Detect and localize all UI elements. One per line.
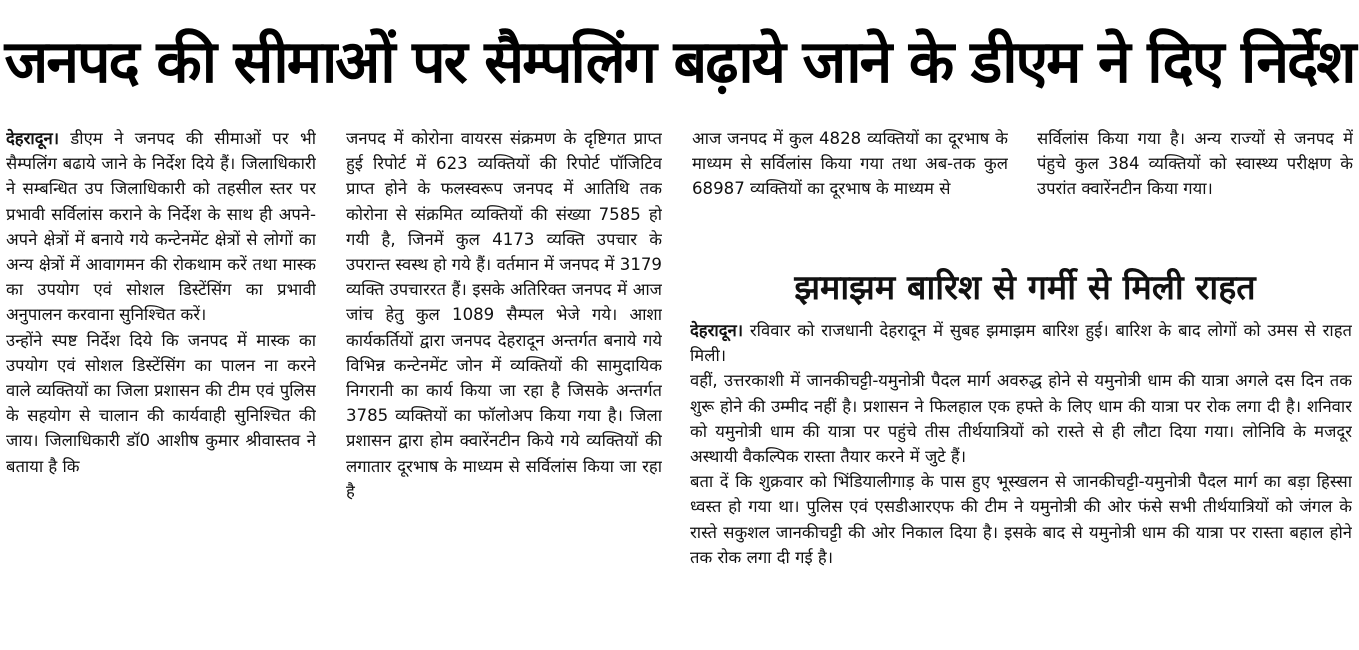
dateline: देहरादून। <box>690 321 744 340</box>
main-headline: जनपद की सीमाओं पर सैम्पलिंग बढ़ाये जाने के डीएम ने दिए निर्देश <box>4 27 1355 96</box>
paragraph: आज जनपद में कुल 4828 व्यक्तियों का दूरभाष के माध्यम से सर्विलांस किया गया तथा अब-तक कुल 68987 व्यक्तियों का दूरभाष के माध्यम से <box>692 129 1008 199</box>
paragraph: बता दें कि शुक्रवार को भिंडियालीगाड़ के पास हुए भूस्खलन से जानकीचट्टी-यमुनोत्री पैदल मार्ग का बड़ा हिस्सा ध्वस्त हो गया था। पुलिस एवं एसडीआरएफ की टीम ने यमुनोत्री की ओर फंसे सभी तीर्थयात्रियों को जंगल के रास्ते सकुशल जानकीचट्टी की ओर निकाल दिया है। इसके बाद से यमुनोत्री धाम की यात्रा पर रास्ता बहाल होने तक रोक लगा दी गई है। <box>690 472 1352 567</box>
paragraph: सर्विलांस किया गया है। अन्य राज्यों से जनपद में पंहुचे कुल 384 व्यक्तियों को स्वास्थ्य परीक्षण के उपरांत क्वारेंनटीन किया गया। <box>1037 129 1353 199</box>
article-column-3 <box>692 126 1008 246</box>
article-2-body <box>690 318 1352 648</box>
paragraph <box>690 318 1352 368</box>
paragraph-text: रविवार को राजधानी देहरादून में सुबह झमाझम बारिश हुई। बारिश के बाद लोगों को उमस से राहत मिली। <box>690 321 1352 366</box>
paragraph: वहीं, उत्तरकाशी में जानकीचट्टी-यमुनोत्री पैदल मार्ग अवरुद्ध होने से यमुनोत्री धाम की यात्रा अगले दस दिन तक शुरू होने की उम्मीद नहीं है। प्रशासन ने फिलहाल एक हफ्ते के लिए धाम की यात्रा पर रोक लगा दी है। शनिवार को यमुनोत्री धाम की यात्रा पर पहुंचे तीस तीर्थयात्रियों को रास्ते से ही लौटा दिया गया। लोनिवि के मजदूर अस्थायी वैकल्पिक रास्ता तैयार करने में जुटे हैं। <box>690 371 1352 467</box>
paragraph: उन्होंने स्पष्ट निर्देश दिये कि जनपद में मास्क का उपयोग एवं सोशल डिस्टेंसिंग का पालन ना करने वाले व्यक्तियों का जिला प्रशासन की टीम एवं पुलिस के सहयोग से चालान की कार्यवाही सुनिश्चित की जाय। जिलाधिकारी डॉ0 आशीष कुमार श्रीवास्तव ने बताया है कि <box>6 330 316 476</box>
dateline: देहरादून। <box>6 129 60 148</box>
sub-headline: झमाझम बारिश से गर्मी से मिली राहत <box>794 268 1256 308</box>
article-column-1 <box>6 126 316 646</box>
article-column-2 <box>346 126 662 646</box>
paragraph-text: डीएम ने जनपद की सीमाओं पर भी सैम्पलिंग बढाये जाने के निर्देश दिये हैं। जिलाधिकारी ने सम्बन्धित उप जिलाधिकारी को तहसील स्तर पर प्रभावी सर्विलांस कराने के निर्देश के साथ ही अपने-अपने क्षेत्रों में बनाये गये कन्टेनमेंट क्षेत्रों से लोगों का अन्य क्षेत्रों में आवागमन की रोकथाम करें तथा मास्क का उपयोग एवं सोशल डिस्टेंसिंग का प्रभावी अनुपालन करवाना सुनिश्चित करें। <box>6 129 316 325</box>
paragraph <box>6 126 316 328</box>
paragraph: जनपद में कोरोना वायरस संक्रमण के दृष्टिगत प्राप्त हुई रिपोर्ट में 623 व्यक्तियों की रिपोर्ट पॉजिटिव प्राप्त होने के फलस्वरूप जनपद में आतिथि तक कोरोना से संक्रमित व्यक्तियों की संख्या 7585 हो गयी है, जिनमें कुल 4173 व्यक्ति उपचार के उपरान्त स्वस्थ हो गये हैं। वर्तमान में जनपद में 3179 व्यक्ति उपचाररत हैं। इसके अतिरिक्त जनपद में आज जांच हेतु कुल 1089 सैम्पल भेजे गये। आशा कार्यकर्तियों द्वारा जनपद देहरादून अन्तर्गत बनाये गये विभिन्न कन्टेनमेंट जोन में व्यक्तियों की सामुदायिक निगरानी का कार्य किया जा रहा है जिसके अन्तर्गत 3785 व्यक्तियों का फॉलोअप किया गया है। जिला प्रशासन द्वारा होम क्वारेंनटीन किये गये व्यक्तियों की लगातार दूरभाष के माध्यम से सर्विलांस किया जा रहा है <box>346 129 662 501</box>
article-column-4 <box>1037 126 1353 246</box>
